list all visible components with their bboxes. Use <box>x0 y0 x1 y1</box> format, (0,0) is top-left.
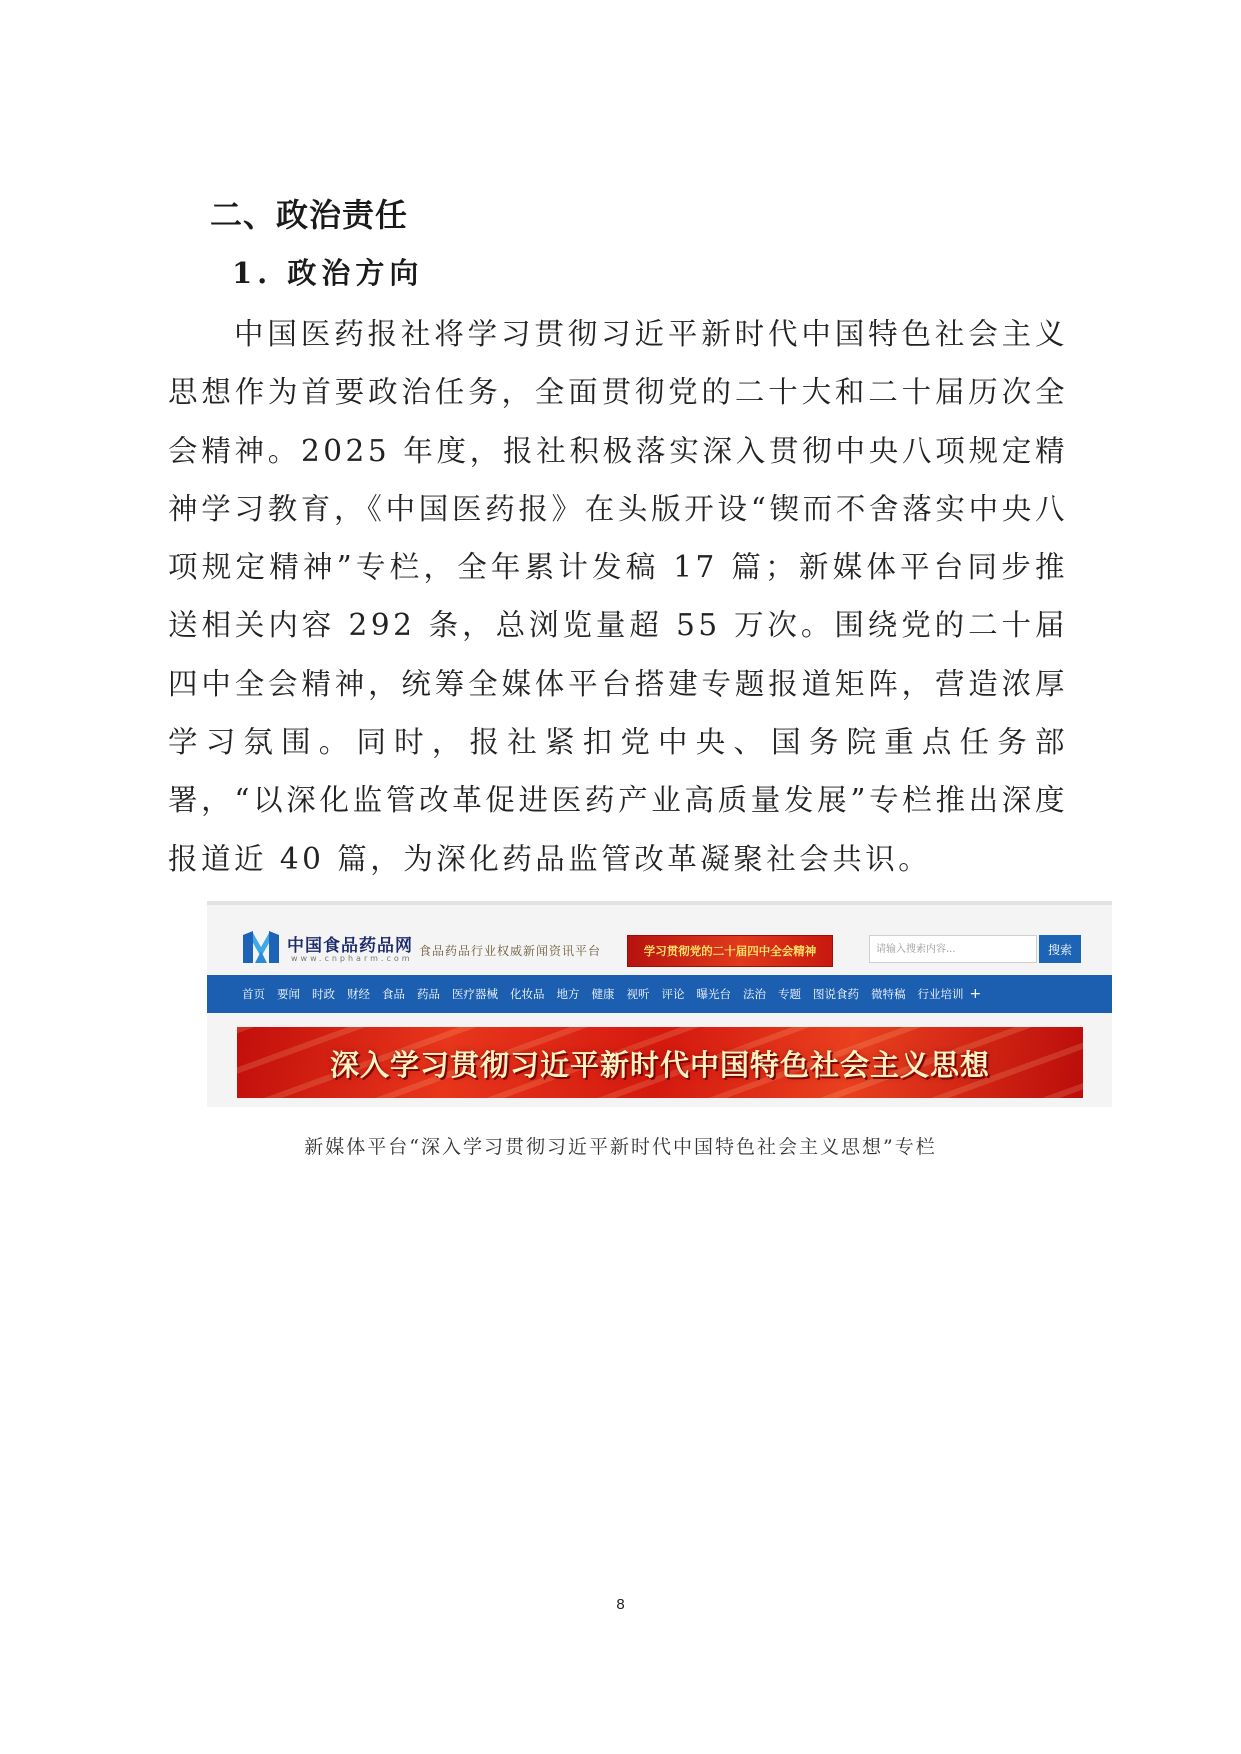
website-screenshot-figure <box>207 901 1112 1107</box>
body-paragraph: 中国医药报社将学习贯彻习近平新时代中国特色社会主义思想作为首要政治任务，全面贯彻党的二十大和二十届历次全会精神。2025 年度，报社积极落实深入贯彻中央八项规定精神学习教育，《中国医药报》在头版开设“锲而不舍落实中央八项规定精神”专栏，全年累计发稿 17 篇；新媒体平台同步推送相关内容 292 条，总浏览量超 55 万次。围绕党的二十届四中全会精神，统筹全媒体平台搭建专题报道矩阵，营造浓厚学习氛围。同时，报社紧扣党中央、国务院重点任务部署，“以深化监管改革促进医药产业高质量发展”专栏推出深度报道近 40 篇，为深化药品监管改革凝聚社会共识。 <box>168 317 1068 876</box>
nav-item-health[interactable]: 健康 <box>591 987 615 1001</box>
site-url: www.cnpharm.com <box>291 954 413 963</box>
nav-item-local[interactable]: 地方 <box>556 987 580 1001</box>
page-number: 8 <box>616 1596 625 1613</box>
nav-item-home[interactable]: 首页 <box>242 987 265 1001</box>
nav-item-news[interactable]: 要闻 <box>277 987 300 1001</box>
hero-banner[interactable] <box>237 1027 1083 1098</box>
nav-item-finance[interactable]: 财经 <box>347 987 370 1001</box>
nav-item-topics[interactable]: 专题 <box>778 987 801 1001</box>
nav-item-politics[interactable]: 时政 <box>312 987 335 1001</box>
site-slogan: 食品药品行业权威新闻资讯平台 <box>419 944 602 958</box>
nav-item-food[interactable]: 食品 <box>382 987 405 1001</box>
site-name[interactable]: 中国食品药品网 <box>287 936 413 956</box>
site-header <box>207 905 1112 975</box>
subsection-heading: 1. 政治方向 <box>232 256 424 290</box>
nav-item-infographics[interactable]: 图说食药 <box>813 987 859 1001</box>
section-heading: 二、政治责任 <box>210 196 409 234</box>
search-button[interactable]: 搜索 <box>1039 935 1081 963</box>
nav-item-cosmetics[interactable]: 化妆品 <box>510 987 545 1001</box>
nav-bar <box>207 975 1112 1013</box>
nav-item-video[interactable]: 视听 <box>626 987 650 1001</box>
nav-item-devices[interactable]: 医疗器械 <box>452 987 498 1001</box>
cnpharm-logo-icon[interactable] <box>241 927 281 967</box>
nav-item-drugs[interactable]: 药品 <box>417 987 440 1001</box>
nav-item-features[interactable]: 微特稿 <box>871 987 906 1001</box>
nav-item-law[interactable]: 法治 <box>743 987 766 1001</box>
nav-item-training[interactable]: 行业培训 <box>917 987 964 1001</box>
figure-caption: 新媒体平台“深入学习贯彻习近平新时代中国特色社会主义思想”专栏 <box>304 1136 937 1158</box>
nav-more-icon[interactable]: + <box>969 986 982 1002</box>
nav-item-commentary[interactable]: 评论 <box>661 987 685 1001</box>
search-input[interactable] <box>869 935 1037 963</box>
header-banner[interactable]: 学习贯彻党的二十届四中全会精神 <box>627 935 833 967</box>
hero-banner-text: 深入学习贯彻习近平新时代中国特色社会主义思想 <box>329 1048 990 1082</box>
nav-item-exposure[interactable]: 曝光台 <box>696 987 731 1001</box>
